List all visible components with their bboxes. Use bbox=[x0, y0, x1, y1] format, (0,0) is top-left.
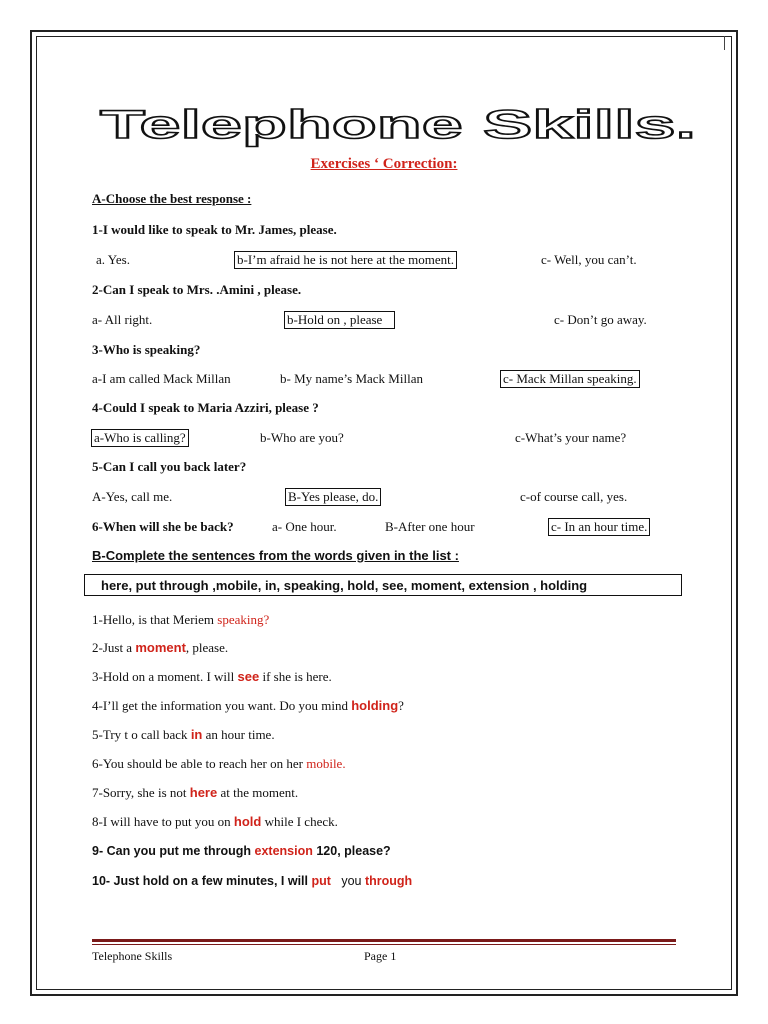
sentence-1-text: 1-Hello, is that Meriem bbox=[92, 612, 218, 627]
sentence-3-end: if she is here. bbox=[259, 669, 332, 684]
sentence-9 bbox=[92, 844, 391, 858]
q5-option-a: A-Yes, call me. bbox=[92, 489, 173, 504]
q5-option-b: B-Yes please, do. bbox=[285, 488, 381, 506]
sentence-8-text: 8-I will have to put you on bbox=[92, 814, 234, 829]
question-5: 5-Can I call you back later? bbox=[92, 459, 247, 474]
sentence-5 bbox=[92, 727, 275, 743]
footer-page-number: Page 1 bbox=[364, 949, 397, 963]
question-2: 2-Can I speak to Mrs. .Amini , please. bbox=[92, 282, 302, 297]
footer-rule-thick bbox=[92, 939, 676, 942]
question-1: 1-I would like to speak to Mr. James, please. bbox=[92, 222, 337, 237]
sentence-2 bbox=[92, 640, 228, 656]
sentence-8-answer: hold bbox=[233, 814, 262, 829]
sentence-2-text: 2-Just a bbox=[92, 640, 136, 655]
sentence-8 bbox=[92, 814, 338, 830]
q6-option-a: a- One hour. bbox=[272, 519, 337, 534]
q6-option-c: c- In an hour time. bbox=[548, 518, 650, 536]
sentence-7-end: at the moment. bbox=[217, 785, 299, 800]
q6-option-b: B-After one hour bbox=[385, 519, 475, 534]
q1-option-b: b-I’m afraid he is not here at the moment. bbox=[234, 251, 457, 269]
border-tick bbox=[724, 36, 725, 50]
sentence-5-text: 5-Try t o call back bbox=[92, 727, 191, 742]
sentence-4-end: ? bbox=[398, 698, 404, 713]
footer-title: Telephone Skills bbox=[92, 949, 173, 963]
sentence-6 bbox=[92, 756, 346, 772]
q3-option-a: a-I am called Mack Millan bbox=[92, 371, 231, 386]
word-list-box bbox=[84, 574, 682, 596]
sentence-10-answer-2: through bbox=[364, 874, 413, 888]
exercises-subtitle: Exercises ‘ Correction: bbox=[310, 156, 458, 172]
sentence-8-end: while I check. bbox=[261, 814, 338, 829]
sentence-9-end: 120, please? bbox=[312, 844, 391, 858]
sentence-2-answer: moment bbox=[135, 640, 186, 655]
sentence-7-text: 7-Sorry, she is not bbox=[92, 785, 190, 800]
sentence-10-text: 10- Just hold on a few minutes, I will bbox=[92, 874, 312, 888]
sentence-7 bbox=[92, 785, 298, 801]
q2-option-c: c- Don’t go away. bbox=[554, 312, 647, 327]
question-6: 6-When will she be back? bbox=[92, 519, 234, 534]
sentence-5-answer: in bbox=[190, 727, 203, 742]
sentence-4 bbox=[92, 698, 404, 714]
sentence-9-answer: extension bbox=[254, 844, 313, 858]
footer-rule-thin bbox=[92, 944, 676, 945]
page-title bbox=[100, 103, 696, 150]
sentence-2-end: , please. bbox=[185, 640, 229, 655]
sentence-6-answer: mobile. bbox=[306, 756, 346, 771]
section-a-heading: A-Choose the best response : bbox=[92, 191, 252, 206]
sentence-4-answer: holding bbox=[351, 698, 399, 713]
sentence-10-mid: you bbox=[330, 874, 365, 888]
sentence-3-answer: see bbox=[237, 669, 260, 684]
question-3: 3-Who is speaking? bbox=[92, 342, 201, 357]
sentence-6-text: 6-You should be able to reach her on her bbox=[92, 756, 307, 771]
q2-option-b: b-Hold on , please bbox=[284, 311, 395, 329]
q4-option-c: c-What’s your name? bbox=[515, 430, 627, 445]
sentence-7-answer: here bbox=[189, 785, 218, 800]
section-b-heading: B-Complete the sentences from the words given in the list : bbox=[92, 548, 459, 563]
sentence-3-text: 3-Hold on a moment. I will bbox=[92, 669, 238, 684]
q3-option-b: b- My name’s Mack Millan bbox=[280, 371, 423, 386]
sentence-1 bbox=[92, 612, 269, 628]
q2-option-a: a- All right. bbox=[92, 312, 153, 327]
q5-option-c: c-of course call, yes. bbox=[520, 489, 628, 504]
sentence-1-answer: speaking? bbox=[217, 612, 270, 627]
page-title-text: Telephone Skills. bbox=[100, 103, 696, 147]
q4-option-a: a-Who is calling? bbox=[91, 429, 189, 447]
sentence-10 bbox=[92, 874, 412, 888]
q3-option-c: c- Mack Millan speaking. bbox=[500, 370, 640, 388]
question-4: 4-Could I speak to Maria Azziri, please ? bbox=[92, 400, 319, 415]
q4-option-b: b-Who are you? bbox=[260, 430, 344, 445]
sentence-5-end: an hour time. bbox=[202, 727, 275, 742]
q1-option-c: c- Well, you can’t. bbox=[541, 252, 637, 267]
word-list: here, put through ,mobile, in, speaking, hold, see, moment, extension , holding bbox=[101, 578, 588, 593]
sentence-10-answer-1: put bbox=[311, 874, 331, 888]
sentence-4-text: 4-I’ll get the information you want. Do you mind bbox=[92, 698, 352, 713]
sentence-9-text: 9- Can you put me through bbox=[92, 844, 255, 858]
sentence-3 bbox=[92, 669, 332, 685]
q1-option-a: a. Yes. bbox=[96, 252, 130, 267]
